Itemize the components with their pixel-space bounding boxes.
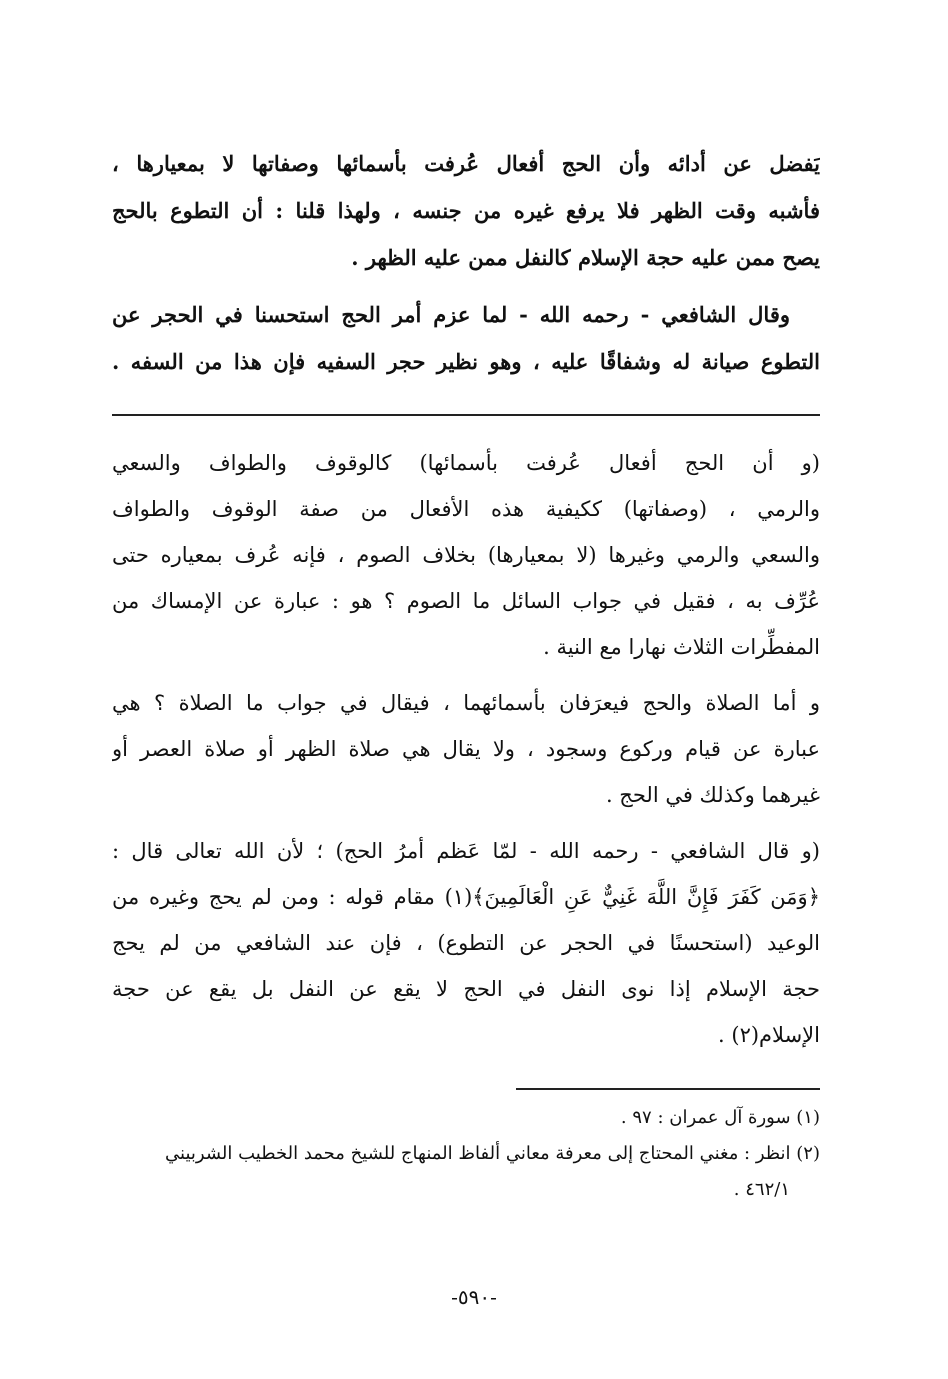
commentary-paragraph-3 xyxy=(112,828,820,1058)
footnotes xyxy=(112,1100,820,1208)
text-line: يَفضل عن أدائه وأن الحج أفعال عُرفت بأسمائها وصفاتها لا بمعيارها ، xyxy=(112,151,820,176)
footnote-1: (١) سورة آل عمران : ٩٧ . xyxy=(620,1107,820,1128)
text-line: والرمي ، (وصفاتها) ككيفية هذه الأفعال من صفة الوقوف والطواف xyxy=(112,497,820,521)
footnote-2: (٢) انظر : مغني المحتاج إلى معرفة معاني ألفاظ المنهاج للشيخ محمد الخطيب الشربيني xyxy=(165,1143,820,1164)
text-line: التطوع صيانة له وشفاقًا عليه ، وهو نظير حجر السفيه فإن هذا من السفه . xyxy=(112,349,820,374)
text-line: المفطِّرات الثلاث نهارا مع النية . xyxy=(543,635,820,659)
main-paragraph-2-cont xyxy=(112,338,820,385)
page-number: -٥٩٠- xyxy=(451,1285,497,1309)
text-line: عبارة عن قيام وركوع وسجود ، ولا يقال هي صلاة الظهر أو صلاة العصر أو xyxy=(112,737,820,761)
text-line: فأشبه وقت الظهر فلا يرفع غيره من جنسه ، ولهذا قلنا : أن التطوع بالحج xyxy=(112,198,820,223)
commentary-paragraph-2 xyxy=(112,680,820,818)
commentary-paragraph-1 xyxy=(112,440,820,670)
commentary xyxy=(112,440,820,1058)
text-line: ﴿وَمَن كَفَرَ فَإِنَّ اللَّهَ غَنِيٌّ عَنِ الْعَالَمِينَ﴾(١) مقام قوله : ومن لم يحج وغيره من xyxy=(112,885,820,909)
main-text xyxy=(112,140,820,385)
text-line: غيرهما وكذلك في الحج . xyxy=(605,783,820,807)
text-line: حجة الإسلام إذا نوى النفل في الحج لا يقع عن النفل بل يقع عن حجة xyxy=(112,977,820,1001)
text-line: يصح ممن عليه حجة الإسلام كالنفل ممن عليه الظهر . xyxy=(351,245,820,270)
text-line: الإسلام(٢) . xyxy=(718,1023,820,1047)
text-line: وقال الشافعي - رحمه الله - لما عزم أمر الحج استحسنا في الحجر عن xyxy=(112,302,790,327)
text-line: الوعيد (استحسنًا في الحجر عن التطوع) ، فإن عند الشافعي من لم يحج xyxy=(112,931,820,955)
footnote-2-cont: ٤٦٢/١ . xyxy=(733,1179,790,1200)
text-line: (و أن الحج أفعال عُرفت بأسمائها) كالوقوف والطواف والسعي xyxy=(112,451,820,475)
text-line: عُرِّف به ، فقيل في جواب السائل ما الصوم ؟ هو : عبارة عن الإمساك من xyxy=(112,589,820,613)
main-paragraph-2 xyxy=(112,291,820,338)
text-line: و أما الصلاة والحج فيعرَفان بأسمائهما ، فيقال في جواب ما الصلاة ؟ هي xyxy=(112,691,820,715)
text-line: (و قال الشافعي - رحمه الله - لمّا عَظم أمرُ الحج) ؛ لأن الله تعالى قال : xyxy=(112,839,820,863)
footnote-divider xyxy=(516,1088,820,1090)
text-line: والسعي والرمي وغيرها (لا بمعيارها) بخلاف الصوم ، فإنه عُرف بمعياره حتى xyxy=(112,543,820,567)
main-divider xyxy=(112,414,820,416)
main-paragraph-1 xyxy=(112,140,820,281)
